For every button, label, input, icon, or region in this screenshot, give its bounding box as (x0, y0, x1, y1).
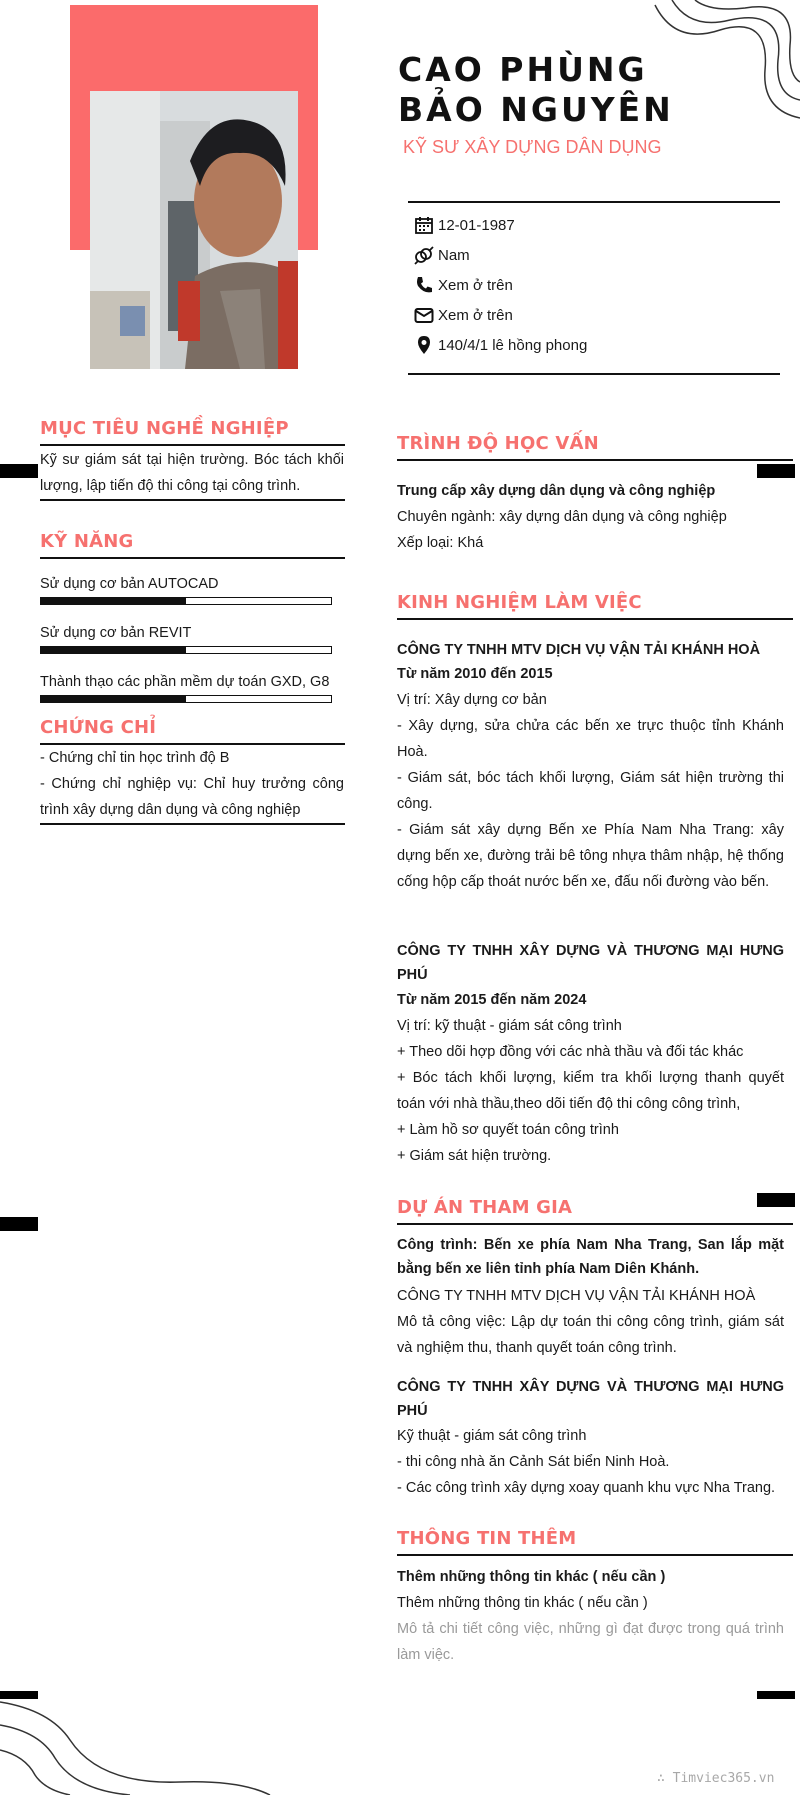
skill-label: Thành thạo các phần mềm dự toán GXD, G8 (40, 674, 330, 690)
job-position: KỸ SƯ XÂY DỰNG DÂN DỤNG (403, 137, 662, 157)
project-line: - Các công trình xây dựng xoay quanh khu vực Nha Trang. (397, 1480, 776, 1496)
divider (40, 444, 345, 446)
certificate-item: - Chứng chỉ tin học trình độ B (40, 750, 230, 766)
address-text: 140/4/1 lê hồng phong (438, 336, 588, 354)
job-period: Từ năm 2015 đến năm 2024 (397, 992, 587, 1008)
decorative-block (757, 464, 795, 478)
contact-address (414, 333, 587, 357)
project-line: CÔNG TY TNHH MTV DỊCH VỤ VẬN TẢI KHÁNH HOÀ (397, 1288, 756, 1304)
divider (40, 557, 345, 559)
divider (408, 373, 780, 375)
candidate-name: CAO PHÙNG BẢO NGUYÊN (398, 50, 674, 129)
certificate-item: - Chứng chỉ nghiệp vụ: Chỉ huy trưởng công trình xây dựng dân dụng và công nghiệp (40, 776, 344, 818)
decorative-block (757, 1691, 795, 1699)
profile-photo (90, 91, 298, 369)
project-line: - thi công nhà ăn Cảnh Sát biển Ninh Hoà. (397, 1454, 670, 1470)
job-role: Vị trí: Xây dựng cơ bản (397, 692, 547, 708)
education-title: TRÌNH ĐỘ HỌC VẤN (397, 433, 599, 454)
job-company: CÔNG TY TNHH MTV DỊCH VỤ VẬN TẢI KHÁNH HOÀ (397, 642, 761, 658)
objective-title: MỤC TIÊU NGHỀ NGHIỆP (40, 418, 289, 439)
decorative-block (0, 1691, 38, 1699)
skill-bar (40, 597, 332, 605)
job-detail: + Theo dõi hợp đồng với các nhà thầu và đối tác khác (397, 1044, 744, 1060)
education-grade: Xếp loại: Khá (397, 535, 484, 551)
skill-label: Sử dụng cơ bản REVIT (40, 625, 192, 641)
gender-icon (414, 245, 434, 265)
decorative-block (757, 1193, 795, 1207)
skill-bar (40, 646, 332, 654)
job-detail: - Giám sát xây dựng Bến xe Phía Nam Nha Trang: xây dựng bến xe, đường trải bê tông nhựa thâm nhập, hệ thống cống hộp cấp thoát nước bến xe, đấu nối đường vào bến. (397, 822, 784, 890)
divider (397, 1223, 793, 1225)
skill-bar-fill (41, 696, 186, 702)
job-detail: - Xây dựng, sửa chửa các bến xe trực thuộc tỉnh Khánh Hoà. (397, 718, 784, 760)
job-company: CÔNG TY TNHH XÂY DỰNG VÀ THƯƠNG MẠI HƯNG PHÚ (397, 943, 784, 983)
certificates-title: CHỨNG CHỈ (40, 717, 157, 738)
job-role: Vị trí: kỹ thuật - giám sát công trình (397, 1018, 622, 1034)
skill-label: Sử dụng cơ bản AUTOCAD (40, 576, 219, 592)
additional-heading: Thêm những thông tin khác ( nếu cần ) (397, 1569, 666, 1585)
skill-bar-fill (41, 647, 186, 653)
divider (397, 459, 793, 461)
divider (408, 201, 780, 203)
skills-title: KỸ NĂNG (40, 531, 134, 552)
objective-text: Kỹ sư giám sát tại hiện trường. Bóc tách khối lượng, lập tiến độ thi công tại công trình. (40, 452, 344, 494)
contact-birthday (414, 213, 515, 237)
skill-bar-fill (41, 598, 186, 604)
divider (397, 618, 793, 620)
watermark (657, 1771, 774, 1786)
divider (40, 823, 345, 825)
job-detail: + Làm hồ sơ quyết toán công trình (397, 1122, 619, 1138)
location-icon (414, 335, 434, 355)
additional-title: THÔNG TIN THÊM (397, 1528, 577, 1549)
birthday-text: 12-01-1987 (438, 216, 515, 234)
email-text: Xem ở trên (438, 306, 513, 324)
decorative-block (0, 464, 38, 478)
additional-text: Thêm những thông tin khác ( nếu cần ) (397, 1595, 648, 1611)
projects-title: DỰ ÁN THAM GIA (397, 1197, 573, 1218)
project-name: CÔNG TY TNHH XÂY DỰNG VÀ THƯƠNG MẠI HƯNG PHÚ (397, 1379, 784, 1419)
job-detail: - Giám sát, bóc tách khối lượng, Giám sát hiện trường thi công. (397, 770, 784, 812)
contact-email (414, 303, 513, 327)
divider (397, 1554, 793, 1556)
contact-phone (414, 273, 513, 297)
calendar-icon (414, 215, 434, 235)
job-detail: + Giám sát hiện trường. (397, 1148, 552, 1164)
education-major: Chuyên ngành: xây dựng dân dụng và công nghiệp (397, 509, 727, 525)
project-name: Công trình: Bến xe phía Nam Nha Trang, San lắp mặt bằng bến xe liên tỉnh phía Nam Diên Khánh. (397, 1237, 784, 1277)
divider (40, 499, 345, 501)
email-icon (414, 305, 434, 325)
decorative-swirl-bottom (0, 1690, 280, 1795)
watermark-glyph: ∴ (657, 1771, 673, 1786)
decorative-block (0, 1217, 38, 1231)
education-school: Trung cấp xây dựng dân dụng và công nghiệp (397, 483, 716, 499)
project-line: Kỹ thuật - giám sát công trình (397, 1428, 587, 1444)
phone-icon (414, 275, 434, 295)
gender-text: Nam (438, 246, 470, 264)
watermark-text: Timviec365.vn (672, 1771, 775, 1786)
skill-bar (40, 695, 332, 703)
experience-title: KINH NGHIỆM LÀM VIỆC (397, 592, 642, 613)
phone-text: Xem ở trên (438, 276, 513, 294)
project-line: Mô tả công việc: Lập dự toán thi công công trình, giám sát và nghiệm thu, thanh quyết toán công trình. (397, 1314, 784, 1356)
job-detail: + Bóc tách khối lượng, kiểm tra khối lượng thanh quyết toán với nhà thầu,theo dõi tiến độ thi công công trình, (397, 1070, 784, 1112)
job-period: Từ năm 2010 đến 2015 (397, 666, 553, 682)
contact-gender (414, 243, 470, 267)
additional-placeholder: Mô tả chi tiết công việc, những gì đạt được trong quá trình làm việc. (397, 1621, 784, 1663)
